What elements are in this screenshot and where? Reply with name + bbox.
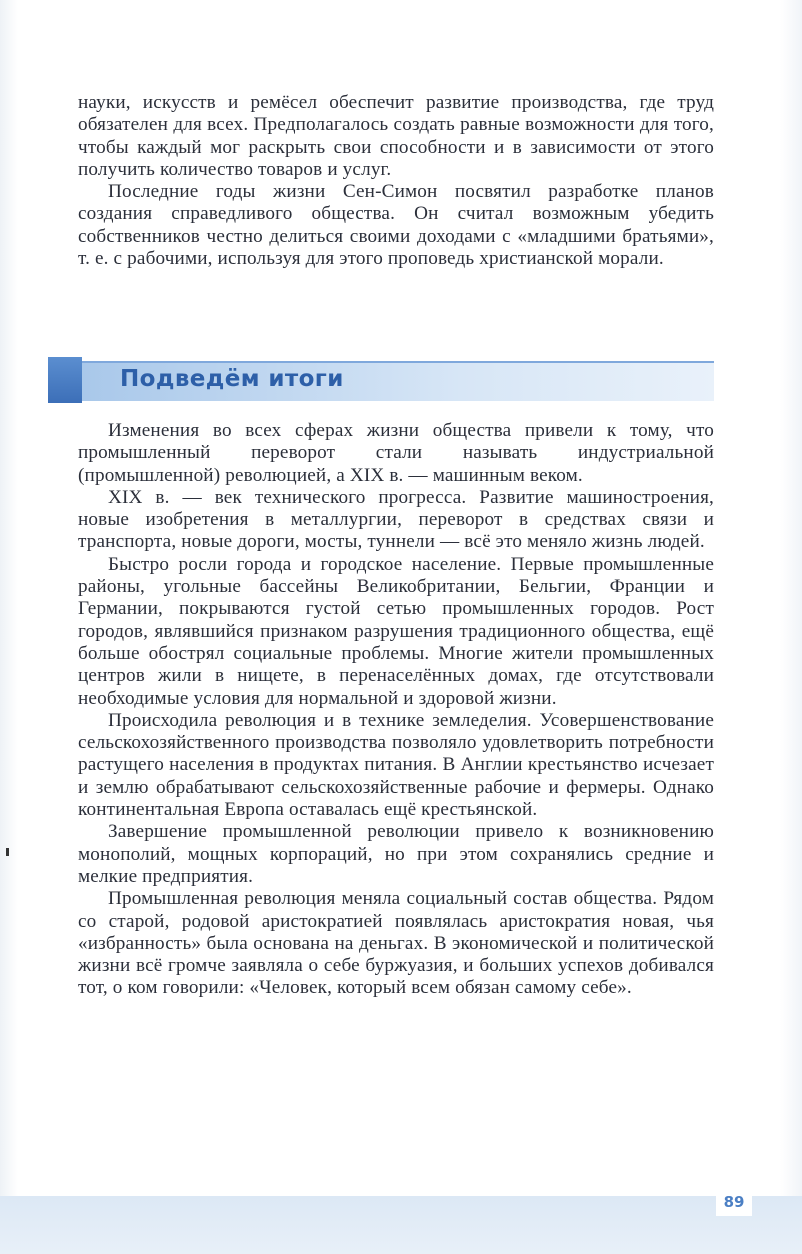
footer-band <box>0 1196 802 1254</box>
paragraph: Быстро росли города и городское население. Первые промышленные районы, угольные бассейны Великобритании, Бельгии, Франции и Германии, покрываются густой сетью промышленных городов. Рост городов, являвшийся признаком разрушения традиционного общества, ещё больше обострял социальные проблемы. Многие жители промышленных центров жили в нищете, в перенаселённых домах, где отсутствовали необходимые условия для нормальной и здоровой жизни. <box>78 553 714 709</box>
summary-text <box>78 420 714 1000</box>
section-title: Подведём итоги <box>120 366 344 392</box>
paragraph: Происходила революция и в технике земледелия. Усовершенствование сельскохозяйственного производства позволяло удовлетворить потребности растущего населения в продуктах питания. В Англии крестьянство исчезает и землю обрабатывают сельскохозяйственные рабочие и фермеры. Однако континентальная Европа оставалась ещё крестьянской. <box>78 709 714 821</box>
paragraph: Изменения во всех сферах жизни общества привели к тому, что промышленный переворот стали называть индустриальной (промышленной) революцией, а XIX в. — машинным веком. <box>78 420 714 486</box>
section-header-stripe <box>48 357 82 403</box>
paragraph: XIX в. — век технического прогресса. Развитие машиностроения, новые изобретения в металлургии, переворот в средствах связи и транспорта, новые дороги, мосты, туннели — всё это меняло жизнь людей. <box>78 486 714 553</box>
intro-text <box>78 92 714 270</box>
margin-mark <box>6 848 9 856</box>
paragraph: Промышленная революция меняла социальный состав общества. Рядом со старой, родовой аристократией появлялась аристократия новая, чья «избранность» была основана на деньгах. В экономической и политической жизни всё громче заявляла о себе буржуазия, и больших успехов добивался тот, о ком говорили: «Человек, который всем обязан самому себе». <box>78 888 714 999</box>
paragraph: науки, искусств и ремёсел обеспечит развитие производства, где труд обязателен для всех. Предполагалось создать равные возможности для того, чтобы каждый мог раскрыть свои способности и в зависимости от этого получить количество товаров и услуг. <box>78 92 714 180</box>
paragraph: Завершение промышленной революции привело к возникновению монополий, мощных корпораций, но при этом сохранялись средние и мелкие предприятия. <box>78 821 714 887</box>
page-number: 89 <box>716 1188 752 1216</box>
section-header <box>48 357 714 403</box>
paragraph: Последние годы жизни Сен-Симон посвятил разработке планов создания справедливого общества. Он считал возможным убедить собственников честно делиться своими доходами с «младшими братьями», т. е. с рабочими, используя для этого проповедь христианской морали. <box>78 181 714 270</box>
